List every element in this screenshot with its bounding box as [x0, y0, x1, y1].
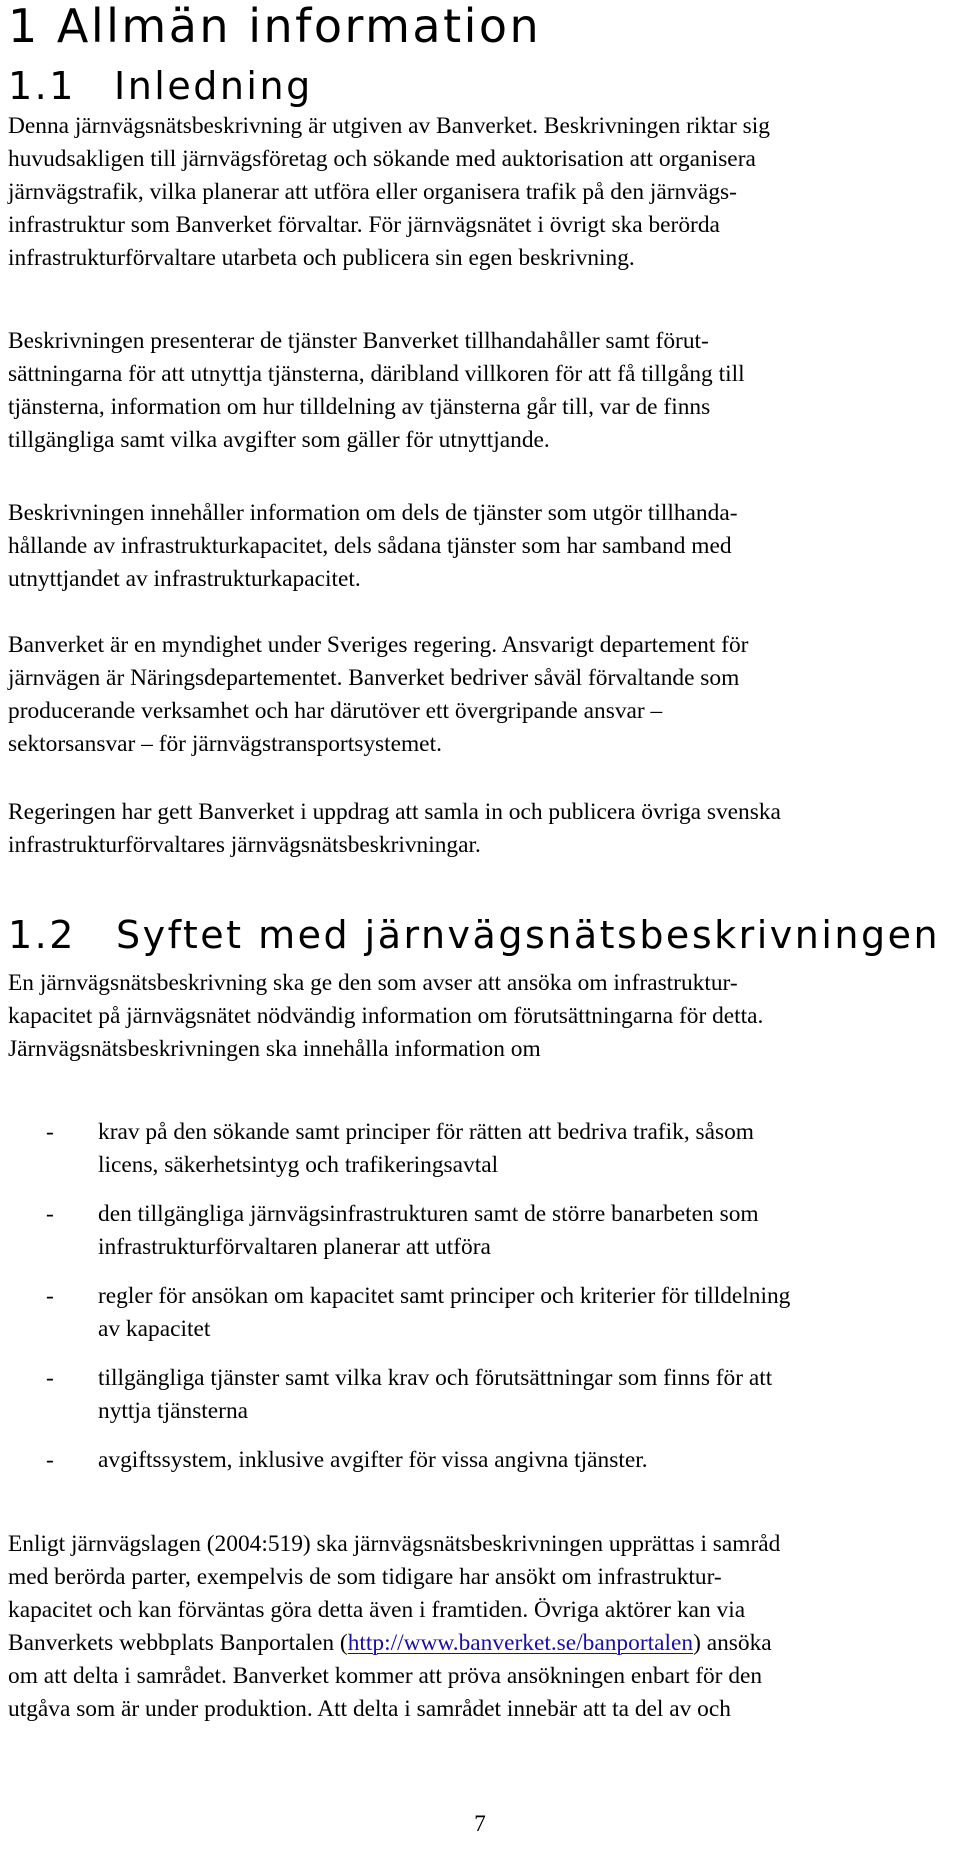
text-line: licens, säkerhetsintyg och trafikeringsavtal [98, 1152, 499, 1178]
text-line: avgiftssystem, inklusive avgifter för vissa angivna tjänster. [98, 1447, 648, 1473]
paragraph-government [8, 796, 953, 862]
paragraph-consultation [8, 1528, 953, 1726]
paragraph-purpose [8, 967, 953, 1066]
text-line: kapacitet på järnvägsnätet nödvändig information om förutsättningarna för detta. [8, 1003, 764, 1029]
chapter-heading: 1 Allmän information [8, 0, 542, 53]
text-line: infrastruktur som Banverket förvaltar. För järnvägsnätet i övrigt ska berörda [8, 212, 720, 238]
list-item [8, 1198, 953, 1264]
text-line: Järnvägsnätsbeskrivningen ska innehålla information om [8, 1036, 541, 1062]
section-title: Inledning [114, 64, 313, 108]
text-line: producerande verksamhet och har därutöver ett övergripande ansvar – [8, 698, 663, 724]
list-item [8, 1362, 953, 1428]
text-line: tillgängliga tjänster samt vilka krav och förutsättningar som finns för att [98, 1365, 773, 1391]
list-item [8, 1116, 953, 1182]
text-line: infrastrukturförvaltare utarbeta och publicera sin egen beskrivning. [8, 245, 635, 271]
text-line: Banverket är en myndighet under Sveriges regering. Ansvarigt departement för [8, 632, 749, 658]
text-line: Denna järnvägsnätsbeskrivning är utgiven av Banverket. Beskrivningen riktar sig [8, 113, 770, 139]
text-line: huvudsakligen till järnvägsföretag och sökande med auktorisation att organisera [8, 146, 756, 172]
list-bullet: - [46, 1447, 54, 1473]
section-heading-1-2 [8, 913, 940, 957]
page-number: 7 [474, 1811, 486, 1837]
text-line: kapacitet och kan förväntas göra detta även i framtiden. Övriga aktörer kan via [8, 1597, 746, 1623]
text-line: tjänsterna, information om hur tilldelning av tjänsterna går till, var de finns [8, 394, 711, 420]
text-line: infrastrukturförvaltares järnvägsnätsbeskrivningar. [8, 832, 481, 858]
text-line: järnvägen är Näringsdepartementet. Banverket bedriver såväl förvaltande som [8, 665, 740, 691]
text-line: En järnvägsnätsbeskrivning ska ge den som avser att ansöka om infrastruktur- [8, 970, 738, 996]
text-line: sektorsansvar – för järnvägstransportsystemet. [8, 731, 442, 757]
section-heading-1-1 [8, 64, 313, 108]
list-item [8, 1280, 953, 1346]
section-number: 1.2 [8, 913, 76, 957]
text-line: av kapacitet [98, 1316, 211, 1342]
link-prefix: Banverkets webbplats Banportalen ( [8, 1630, 348, 1656]
section-title: Syftet med järnvägsnätsbeskrivningen [116, 913, 941, 957]
text-line: utnyttjandet av infrastrukturkapacitet. [8, 566, 361, 592]
text-line: infrastrukturförvaltaren planerar att utföra [98, 1234, 491, 1260]
paragraph-authority [8, 629, 953, 761]
paragraph-services [8, 325, 953, 457]
paragraph-intro [8, 110, 953, 275]
text-line: utgåva som är under produktion. Att delta i samrådet innebär att ta del av och [8, 1696, 731, 1722]
text-line: järnvägstrafik, vilka planerar att utföra eller organisera trafik på den järnvägs- [8, 179, 737, 205]
text-line: Enligt järnvägslagen (2004:519) ska järnvägsnätsbeskrivningen upprättas i samråd [8, 1531, 781, 1557]
text-line: med berörda parter, exempelvis de som tidigare har ansökt om infrastruktur- [8, 1564, 722, 1590]
text-line: Regeringen har gett Banverket i uppdrag att samla in och publicera övriga svenska [8, 799, 781, 825]
text-line: krav på den sökande samt principer för rätten att bedriva trafik, såsom [98, 1119, 754, 1145]
text-line: Beskrivningen presenterar de tjänster Banverket tillhandahåller samt förut- [8, 328, 709, 354]
link-suffix: ) ansöka [693, 1630, 772, 1656]
banportalen-link[interactable]: http://www.banverket.se/banportalen [347, 1630, 694, 1656]
text-line-with-link [8, 1627, 953, 1660]
text-line: Beskrivningen innehåller information om dels de tjänster som utgör tillhanda- [8, 500, 738, 526]
text-line: den tillgängliga järnvägsinfrastrukturen samt de större banarbeten som [98, 1201, 759, 1227]
text-line: nyttja tjänsterna [98, 1398, 249, 1424]
text-line: tillgängliga samt vilka avgifter som gäller för utnyttjande. [8, 427, 550, 453]
list-bullet: - [46, 1283, 54, 1309]
text-line: om att delta i samrådet. Banverket kommer att pröva ansökningen enbart för den [8, 1663, 763, 1689]
text-line: hållande av infrastrukturkapacitet, dels sådana tjänster som har samband med [8, 533, 732, 559]
list-bullet: - [46, 1201, 54, 1227]
section-number: 1.1 [8, 64, 76, 108]
requirements-list [8, 1116, 953, 1493]
list-bullet: - [46, 1119, 54, 1145]
list-bullet: - [46, 1365, 54, 1391]
text-line: regler för ansökan om kapacitet samt principer och kriterier för tilldelning [98, 1283, 791, 1309]
paragraph-capacity [8, 497, 953, 596]
list-item [8, 1444, 953, 1477]
text-line: sättningarna för att utnyttja tjänsterna, däribland villkoren för att få tillgång till [8, 361, 745, 387]
